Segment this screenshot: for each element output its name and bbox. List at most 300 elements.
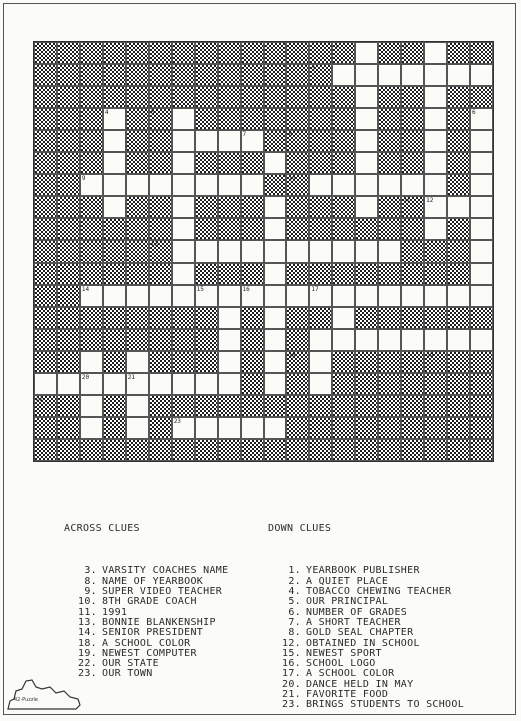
black-square: [241, 86, 264, 108]
answer-square[interactable]: [218, 174, 241, 196]
black-square: [218, 218, 241, 240]
black-square: [218, 42, 241, 64]
answer-square[interactable]: [424, 196, 447, 218]
black-square: [80, 307, 103, 329]
black-square: [172, 351, 195, 373]
answer-square[interactable]: [172, 108, 195, 130]
black-square: [195, 307, 218, 329]
clue-text: TOBACCO CHEWING TEACHER: [306, 586, 452, 598]
map-silhouette-icon: [6, 677, 81, 711]
answer-square[interactable]: [378, 240, 401, 262]
black-square: [34, 196, 57, 218]
black-square: [378, 351, 401, 373]
answer-square[interactable]: [309, 351, 332, 373]
black-square: [424, 439, 447, 461]
black-square: [103, 395, 126, 417]
answer-square[interactable]: [264, 152, 287, 174]
black-square: [286, 263, 309, 285]
answer-square[interactable]: [218, 307, 241, 329]
clue-num: 13.: [78, 616, 97, 628]
clue-number: 21: [127, 373, 136, 381]
answer-square[interactable]: [424, 86, 447, 108]
black-square: [401, 196, 424, 218]
black-square: [401, 263, 424, 285]
answer-square[interactable]: [218, 285, 241, 307]
answer-square[interactable]: [218, 130, 241, 152]
black-square: [57, 417, 80, 439]
down-clue-list: [268, 566, 464, 710]
answer-square[interactable]: [332, 64, 355, 86]
answer-square[interactable]: [126, 351, 149, 373]
black-square: [80, 240, 103, 262]
black-square: [470, 395, 493, 417]
clue-num: 4.: [288, 586, 301, 598]
black-square: [332, 218, 355, 240]
black-square: [57, 329, 80, 351]
clue-text: SUPER VIDEO TEACHER: [102, 586, 223, 598]
clue-num: 7.: [288, 616, 301, 628]
answer-square[interactable]: [286, 240, 309, 262]
answer-square[interactable]: [172, 130, 195, 152]
black-square: [286, 329, 309, 351]
answer-square[interactable]: [80, 395, 103, 417]
answer-square[interactable]: [470, 285, 493, 307]
answer-square[interactable]: [424, 42, 447, 64]
black-square: [149, 196, 172, 218]
answer-square[interactable]: [264, 373, 287, 395]
black-square: [355, 373, 378, 395]
black-square: [264, 86, 287, 108]
answer-square[interactable]: [264, 196, 287, 218]
black-square: [241, 108, 264, 130]
answer-square[interactable]: [34, 373, 57, 395]
black-square: [378, 218, 401, 240]
answer-square[interactable]: [264, 307, 287, 329]
answer-square[interactable]: [424, 285, 447, 307]
answer-square[interactable]: [80, 417, 103, 439]
answer-square[interactable]: [126, 417, 149, 439]
answer-square[interactable]: [80, 174, 103, 196]
black-square: [172, 86, 195, 108]
black-square: [470, 307, 493, 329]
black-square: [172, 307, 195, 329]
answer-square[interactable]: [195, 240, 218, 262]
black-square: [172, 395, 195, 417]
black-square: [447, 108, 470, 130]
answer-square[interactable]: [126, 373, 149, 395]
black-square: [378, 307, 401, 329]
answer-square[interactable]: [355, 64, 378, 86]
clue-num: 22.: [78, 658, 97, 670]
black-square: [378, 417, 401, 439]
black-square: [126, 263, 149, 285]
black-square: [34, 130, 57, 152]
clue-num: 17.: [282, 668, 301, 680]
black-square: [447, 351, 470, 373]
clue-num: 16.: [282, 658, 301, 670]
black-square: [286, 130, 309, 152]
answer-square[interactable]: [172, 196, 195, 218]
black-square: [286, 351, 309, 373]
black-square: [195, 329, 218, 351]
black-square: [241, 64, 264, 86]
clue-text: OUR STATE: [102, 658, 159, 670]
black-square: [447, 395, 470, 417]
black-square: [149, 439, 172, 461]
black-square: [57, 108, 80, 130]
answer-square[interactable]: [218, 240, 241, 262]
black-square: [57, 240, 80, 262]
answer-square[interactable]: [149, 285, 172, 307]
black-square: [332, 86, 355, 108]
answer-square[interactable]: [218, 351, 241, 373]
clue-num: 23.: [78, 668, 97, 680]
clue-text: VARSITY COACHES NAME: [102, 565, 229, 577]
answer-square[interactable]: [447, 285, 470, 307]
answer-square[interactable]: [264, 218, 287, 240]
clue-text: 8TH GRADE COACH: [102, 596, 197, 608]
black-square: [424, 373, 447, 395]
black-square: [103, 86, 126, 108]
answer-square[interactable]: [401, 329, 424, 351]
black-square: [286, 152, 309, 174]
black-square: [447, 240, 470, 262]
black-square: [34, 329, 57, 351]
black-square: [332, 417, 355, 439]
answer-square[interactable]: [309, 285, 332, 307]
black-square: [264, 130, 287, 152]
answer-square[interactable]: [264, 285, 287, 307]
black-square: [401, 439, 424, 461]
answer-square[interactable]: [218, 373, 241, 395]
black-square: [126, 196, 149, 218]
answer-square[interactable]: [241, 174, 264, 196]
black-square: [80, 130, 103, 152]
answer-square[interactable]: [424, 108, 447, 130]
black-square: [126, 439, 149, 461]
black-square: [286, 307, 309, 329]
answer-square[interactable]: [149, 373, 172, 395]
black-square: [401, 417, 424, 439]
black-square: [332, 196, 355, 218]
black-square: [34, 439, 57, 461]
black-square: [57, 395, 80, 417]
answer-square[interactable]: [355, 42, 378, 64]
answer-square[interactable]: [470, 263, 493, 285]
clue-num: 23.: [282, 699, 301, 711]
answer-square[interactable]: [355, 285, 378, 307]
black-square: [286, 86, 309, 108]
black-square: [447, 307, 470, 329]
black-square: [447, 152, 470, 174]
answer-square[interactable]: [470, 196, 493, 218]
black-square: [401, 240, 424, 262]
black-square: [424, 240, 447, 262]
clue-text: 1991: [102, 606, 128, 618]
answer-square[interactable]: [309, 373, 332, 395]
black-square: [355, 307, 378, 329]
answer-square[interactable]: [103, 108, 126, 130]
answer-square[interactable]: [172, 417, 195, 439]
black-square: [355, 439, 378, 461]
clue-text: SENIOR PRESIDENT: [102, 627, 204, 639]
answer-square[interactable]: [447, 196, 470, 218]
answer-square[interactable]: [424, 218, 447, 240]
black-square: [218, 439, 241, 461]
black-square: [57, 263, 80, 285]
answer-square[interactable]: [309, 240, 332, 262]
clue-number: 8: [288, 131, 293, 139]
answer-square[interactable]: [80, 373, 103, 395]
black-square: [332, 395, 355, 417]
clue-number: 1: [334, 43, 338, 50]
black-square: [195, 196, 218, 218]
answer-square[interactable]: [309, 329, 332, 351]
answer-square[interactable]: [424, 329, 447, 351]
black-square: [309, 152, 332, 174]
black-square: [264, 174, 287, 196]
answer-square[interactable]: [332, 174, 355, 196]
answer-square[interactable]: [149, 174, 172, 196]
black-square: [34, 174, 57, 196]
answer-square[interactable]: [332, 285, 355, 307]
answer-square[interactable]: [470, 152, 493, 174]
clue-text: GOLD SEAL CHAPTER: [306, 627, 414, 639]
black-square: [401, 130, 424, 152]
black-square: [103, 417, 126, 439]
answer-square[interactable]: [103, 174, 126, 196]
black-square: [57, 42, 80, 64]
answer-square[interactable]: [424, 64, 447, 86]
answer-square[interactable]: [447, 64, 470, 86]
black-square: [264, 42, 287, 64]
black-square: [309, 196, 332, 218]
clue-text: BRINGS STUDENTS TO SCHOOL: [306, 699, 465, 711]
answer-square[interactable]: [332, 240, 355, 262]
answer-square[interactable]: [264, 351, 287, 373]
black-square: [309, 64, 332, 86]
clue-num: 3.: [84, 565, 97, 577]
black-square: [80, 263, 103, 285]
clue-text: A QUIET PLACE: [306, 575, 389, 587]
answer-square[interactable]: [355, 240, 378, 262]
clue-text: FAVORITE FOOD: [306, 689, 389, 701]
answer-square[interactable]: [401, 174, 424, 196]
answer-square[interactable]: [378, 285, 401, 307]
answer-square[interactable]: [470, 64, 493, 86]
black-square: [149, 152, 172, 174]
black-square: [195, 351, 218, 373]
black-square: [80, 218, 103, 240]
answer-square[interactable]: [80, 351, 103, 373]
black-square: [286, 395, 309, 417]
answer-square[interactable]: [355, 86, 378, 108]
answer-square[interactable]: [264, 329, 287, 351]
answer-square[interactable]: [355, 174, 378, 196]
black-square: [195, 218, 218, 240]
answer-square[interactable]: [470, 240, 493, 262]
black-square: [241, 329, 264, 351]
black-square: [218, 86, 241, 108]
black-square: [309, 86, 332, 108]
clue-text: A SHORT TEACHER: [306, 616, 401, 628]
black-square: [149, 240, 172, 262]
answer-square[interactable]: [264, 417, 287, 439]
black-square: [57, 86, 80, 108]
answer-square[interactable]: [218, 329, 241, 351]
answer-square[interactable]: [309, 174, 332, 196]
answer-square[interactable]: [447, 329, 470, 351]
black-square: [424, 263, 447, 285]
answer-square[interactable]: [172, 285, 195, 307]
answer-square[interactable]: [195, 417, 218, 439]
answer-square[interactable]: [172, 174, 195, 196]
answer-square[interactable]: [470, 174, 493, 196]
black-square: [80, 64, 103, 86]
black-square: [195, 263, 218, 285]
answer-square[interactable]: [470, 108, 493, 130]
answer-square[interactable]: [378, 174, 401, 196]
clue-num: 21.: [282, 689, 301, 701]
black-square: [401, 351, 424, 373]
answer-square[interactable]: [241, 417, 264, 439]
black-square: [355, 218, 378, 240]
black-square: [401, 108, 424, 130]
answer-square[interactable]: [355, 329, 378, 351]
black-square: [126, 307, 149, 329]
black-square: [447, 417, 470, 439]
page-number-badge: [6, 677, 81, 711]
black-square: [378, 439, 401, 461]
clue-text: NAME OF YEARBOOK: [102, 575, 204, 587]
answer-square[interactable]: [103, 196, 126, 218]
black-square: [195, 64, 218, 86]
black-square: [286, 196, 309, 218]
answer-square[interactable]: [355, 108, 378, 130]
black-square: [264, 64, 287, 86]
clue-number: 9: [81, 175, 86, 183]
black-square: [218, 108, 241, 130]
answer-square[interactable]: [264, 263, 287, 285]
answer-square[interactable]: [264, 240, 287, 262]
answer-square[interactable]: [172, 152, 195, 174]
answer-square[interactable]: [218, 417, 241, 439]
answer-square[interactable]: [332, 329, 355, 351]
black-square: [378, 152, 401, 174]
black-square: [149, 329, 172, 351]
answer-square[interactable]: [424, 152, 447, 174]
black-square: [34, 263, 57, 285]
black-square: [401, 307, 424, 329]
black-square: [34, 108, 57, 130]
black-square: [309, 218, 332, 240]
answer-square[interactable]: [126, 285, 149, 307]
answer-square[interactable]: [355, 130, 378, 152]
answer-square[interactable]: [470, 329, 493, 351]
answer-square[interactable]: [286, 285, 309, 307]
black-square: [309, 439, 332, 461]
black-square: [378, 130, 401, 152]
black-square: [447, 439, 470, 461]
black-square: [470, 439, 493, 461]
clue-num: 14.: [78, 627, 97, 639]
answer-square[interactable]: [126, 174, 149, 196]
black-square: [309, 263, 332, 285]
answer-square[interactable]: [172, 218, 195, 240]
black-square: [424, 417, 447, 439]
answer-square[interactable]: [172, 373, 195, 395]
answer-square[interactable]: [126, 395, 149, 417]
clue-number: 6: [472, 109, 476, 117]
black-square: [309, 395, 332, 417]
clue-number: 23: [173, 417, 181, 425]
black-square: [149, 417, 172, 439]
answer-square[interactable]: [241, 240, 264, 262]
black-square: [57, 218, 80, 240]
answer-square[interactable]: [401, 285, 424, 307]
answer-square[interactable]: [172, 263, 195, 285]
clue-number: 15: [196, 285, 204, 293]
clue-number: 16: [242, 285, 250, 293]
answer-square[interactable]: [470, 130, 493, 152]
across-clue: [64, 669, 228, 679]
clue-text: NEWEST COMPUTER: [102, 647, 197, 659]
answer-square[interactable]: [103, 152, 126, 174]
black-square: [34, 64, 57, 86]
black-square: [57, 196, 80, 218]
answer-square[interactable]: [80, 285, 103, 307]
black-square: [149, 64, 172, 86]
answer-square[interactable]: [195, 130, 218, 152]
black-square: [57, 439, 80, 461]
answer-square[interactable]: [195, 373, 218, 395]
answer-square[interactable]: [355, 152, 378, 174]
answer-square[interactable]: [424, 130, 447, 152]
answer-square[interactable]: [378, 64, 401, 86]
answer-square[interactable]: [470, 218, 493, 240]
answer-square[interactable]: [241, 285, 264, 307]
black-square: [447, 130, 470, 152]
answer-square[interactable]: [195, 285, 218, 307]
black-square: [80, 196, 103, 218]
answer-square[interactable]: [172, 240, 195, 262]
black-square: [332, 263, 355, 285]
answer-square[interactable]: [103, 130, 126, 152]
down-heading: DOWN CLUES: [268, 522, 332, 534]
black-square: [126, 152, 149, 174]
black-square: [103, 64, 126, 86]
answer-square[interactable]: [103, 285, 126, 307]
black-square: [332, 108, 355, 130]
clue-number: 13: [150, 241, 158, 249]
black-square: [241, 218, 264, 240]
answer-square[interactable]: [332, 307, 355, 329]
black-square: [172, 329, 195, 351]
clue-number: 2: [403, 43, 407, 50]
answer-square[interactable]: [355, 196, 378, 218]
answer-square[interactable]: [57, 373, 80, 395]
answer-square[interactable]: [241, 130, 264, 152]
answer-square[interactable]: [424, 174, 447, 196]
black-square: [57, 307, 80, 329]
answer-square[interactable]: [378, 329, 401, 351]
black-square: [378, 395, 401, 417]
answer-square[interactable]: [401, 64, 424, 86]
black-square: [195, 42, 218, 64]
black-square: [218, 196, 241, 218]
answer-square[interactable]: [103, 373, 126, 395]
answer-square[interactable]: [195, 174, 218, 196]
